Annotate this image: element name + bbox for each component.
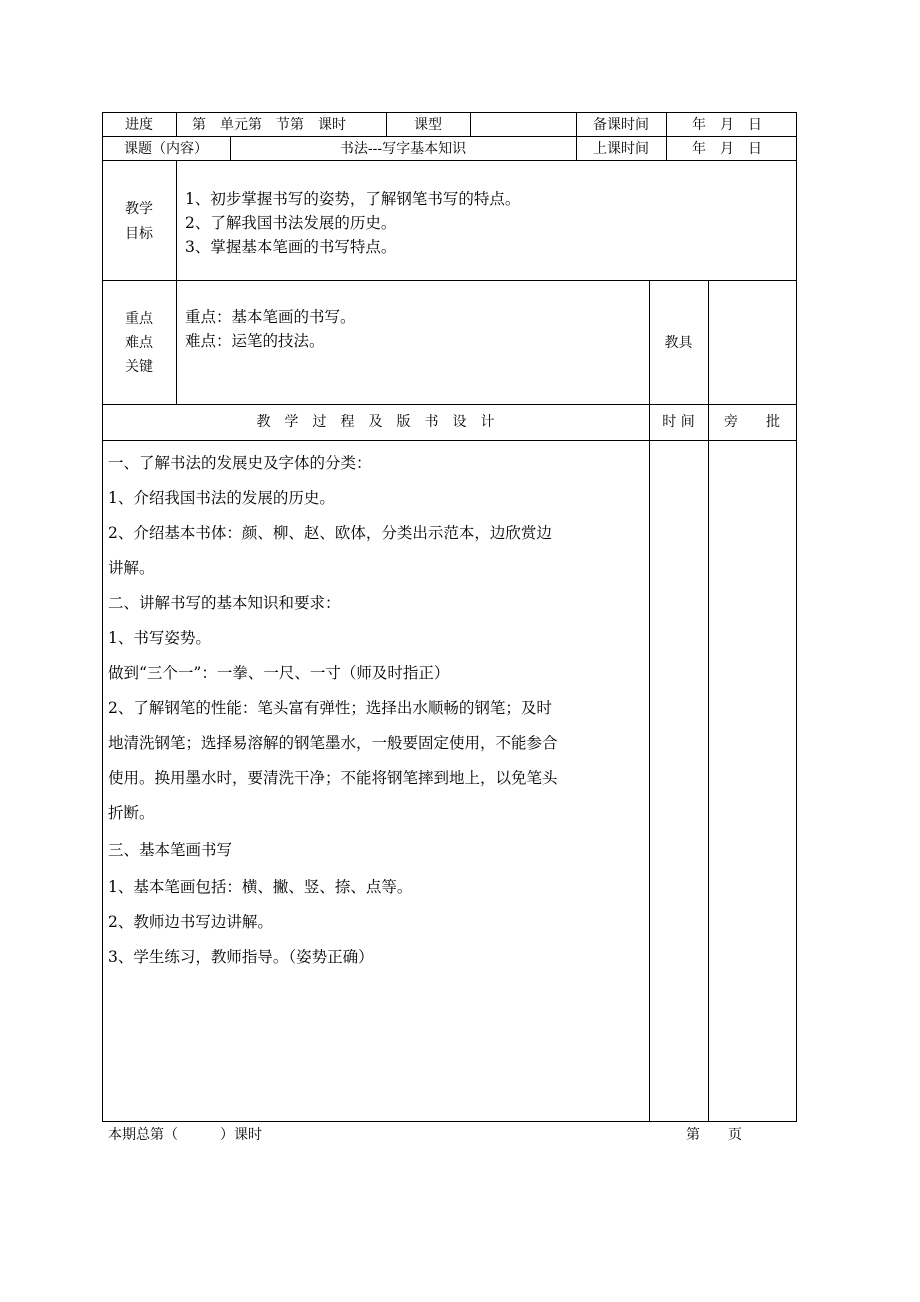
objectives-label-line1: 教学 xyxy=(125,201,153,217)
remark-column-label: 旁 批 xyxy=(724,414,780,430)
progress-label: 进度 xyxy=(125,117,153,133)
key-point-item: 难点：运笔的技法。 xyxy=(185,332,325,350)
prep-time-value: 年 月 日 xyxy=(692,117,762,133)
process-line: 1、基本笔画包括：横、撇、竖、捺、点等。 xyxy=(108,878,413,896)
process-line: 2、了解钢笔的性能：笔头富有弹性；选择出水顺畅的钢笔；及时 xyxy=(108,699,552,717)
class-time-value: 年 月 日 xyxy=(692,141,762,157)
prep-time-label: 备课时间 xyxy=(593,117,649,133)
topic-value: 书法---写字基本知识 xyxy=(339,141,467,157)
keypoints-label-line2: 难点 xyxy=(125,335,153,351)
process-line: 地清洗钢笔；选择易溶解的钢笔墨水，一般要固定使用，不能参合 xyxy=(108,734,558,752)
time-column-label: 时 间 xyxy=(662,414,695,430)
process-line: 讲解。 xyxy=(108,559,155,577)
objective-item: 2、了解我国书法发展的历史。 xyxy=(185,214,397,232)
objective-item: 3、掌握基本笔画的书写特点。 xyxy=(185,238,397,256)
keypoints-label-line1: 重点 xyxy=(125,311,153,327)
class-time-label: 上课时间 xyxy=(593,141,649,157)
topic-label: 课题（内容） xyxy=(124,141,208,157)
lesson-type-label: 课型 xyxy=(414,117,442,133)
footer-total-lessons: 本期总第（ ）课时 xyxy=(108,1127,262,1143)
objectives-label-line2: 目标 xyxy=(125,226,153,242)
process-line: 2、介绍基本书体：颜、柳、赵、欧体，分类出示范本，边欣赏边 xyxy=(108,524,552,542)
process-line: 折断。 xyxy=(108,804,155,822)
process-line: 一、了解书法的发展史及字体的分类： xyxy=(108,454,372,472)
progress-value: 第 单元第 节第 课时 xyxy=(192,117,346,133)
process-line: 1、书写姿势。 xyxy=(108,629,211,647)
process-line: 使用。换用墨水时，要清洗干净；不能将钢笔摔到地上，以免笔头 xyxy=(108,769,558,787)
process-line: 做到“三个一”：一拳、一尺、一寸（师及时指正） xyxy=(108,664,450,682)
footer-page-number: 第 页 xyxy=(686,1127,742,1143)
process-line: 2、教师边书写边讲解。 xyxy=(108,913,273,931)
process-line: 三、基本笔画书写 xyxy=(108,841,233,859)
key-point-item: 重点：基本笔画的书写。 xyxy=(185,308,356,326)
objective-item: 1、初步掌握书写的姿势，了解钢笔书写的特点。 xyxy=(185,190,521,208)
process-line: 1、介绍我国书法的发展的历史。 xyxy=(108,489,335,507)
tools-label: 教具 xyxy=(664,335,693,351)
process-line: 二、讲解书写的基本知识和要求： xyxy=(108,594,341,612)
keypoints-label-line3: 关键 xyxy=(125,359,153,375)
process-line: 3、学生练习，教师指导。（姿势正确） xyxy=(108,948,374,966)
process-title: 教 学 过 程 及 版 书 设 计 xyxy=(256,414,495,430)
